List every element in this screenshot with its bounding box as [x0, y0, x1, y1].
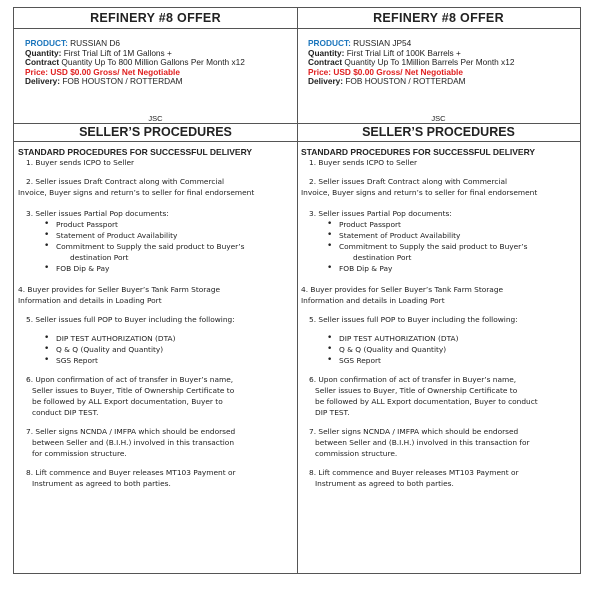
step-6: 6. Upon confirmation of act of transfer in Buyer’s name, [309, 375, 517, 384]
list-item: • FOB Dip & Pay [327, 263, 576, 274]
quantity-key: Quantity: [308, 47, 345, 58]
step-5-list [18, 333, 293, 366]
step-7-cont: between Seller and (B.I.H.) involved in this transaction for [315, 438, 530, 447]
list-item-cont: destination Port [70, 253, 129, 262]
offer-column-left [14, 8, 298, 573]
step-8: 8. Lift commence and Buyer releases MT103 Payment or [26, 468, 236, 477]
step-7: 7. Seller signs NCNDA / IMFPA which should be endorsed [26, 427, 236, 436]
product-value: RUSSIAN D6 [67, 38, 120, 48]
step-7: 7. Seller signs NCNDA / IMFPA which should be endorsed [309, 427, 519, 436]
list-item: • Commitment to Supply the said product to Buyer’s [44, 241, 293, 252]
product-key: PRODUCT: [308, 38, 351, 48]
step-6-cont: be followed by ALL Export documentation, Buyer to conduct [315, 397, 538, 406]
step-2: 2. Seller issues Draft Contract along with Commercial [26, 177, 225, 186]
list-item: • Q & Q (Quality and Quantity) [327, 344, 576, 355]
offer-details [14, 29, 297, 123]
list-item: • SGS Report [44, 355, 293, 366]
delivery-key: Delivery: [308, 76, 344, 87]
list-item: • DIP TEST AUTHORIZATION (DTA) [327, 333, 576, 344]
step-4-cont: Information and details in Loading Port [18, 296, 162, 305]
list-item: • Statement of Product Availability [44, 230, 293, 241]
delivery-value: FOB HOUSTON / ROTTERDAM [343, 76, 466, 87]
price-key: Price: [308, 66, 332, 77]
step-7-cont: for commission structure. [32, 449, 127, 458]
quantity-key: Quantity: [25, 47, 62, 58]
step-4-cont: Information and details in Loading Port [301, 296, 445, 305]
delivery-value: FOB HOUSTON / ROTTERDAM [60, 76, 183, 87]
step-6-cont: conduct DIP TEST. [32, 408, 99, 417]
quantity-value: First Trial Lift of 1M Gallons + [61, 47, 172, 58]
offer-sheet [13, 7, 581, 574]
price-value: USD $0.00 Gross/ Net Negotiable [48, 66, 180, 77]
list-item-cont: destination Port [353, 253, 412, 262]
step-8-cont: Instrument as agreed to both parties. [32, 479, 171, 488]
price-value: USD $0.00 Gross/ Net Negotiable [331, 66, 463, 77]
step-6-cont: DIP TEST. [315, 408, 350, 417]
standard-procedures-heading: STANDARD PROCEDURES FOR SUCCESSFUL DELIVERY [18, 147, 253, 157]
offer-title: REFINERY #8 OFFER [14, 8, 297, 29]
product-key: PRODUCT: [25, 38, 68, 48]
contract-value: Quantity Up To 800 Million Gallons Per Month x12 [59, 57, 245, 68]
contract-key: Contract [25, 57, 60, 68]
list-item: • Product Passport [327, 219, 576, 230]
procedures-title: SELLER’S PROCEDURES [14, 123, 297, 142]
step-8-cont: Instrument as agreed to both parties. [315, 479, 454, 488]
jsc-label: JSC [148, 114, 163, 123]
step-2-cont: Invoice, Buyer signs and return’s to seller for final endorsement [301, 188, 538, 197]
offer-details [297, 29, 580, 123]
jsc-label: JSC [431, 114, 446, 123]
step-5-list [301, 333, 576, 366]
list-item: • Q & Q (Quality and Quantity) [44, 344, 293, 355]
list-item: • SGS Report [327, 355, 576, 366]
step-6-cont: Seller issues to Buyer, Title of Ownership Certificate to [32, 386, 235, 395]
delivery-line [25, 77, 297, 87]
price-key: Price: [25, 66, 49, 77]
step-6-cont: Seller issues to Buyer, Title of Ownership Certificate to [315, 386, 518, 395]
product-value: RUSSIAN JP54 [350, 38, 412, 48]
standard-procedures-heading: STANDARD PROCEDURES FOR SUCCESSFUL DELIVERY [301, 147, 536, 157]
step-7-cont: between Seller and (B.I.H.) involved in this transaction [32, 438, 235, 447]
step-3-list [18, 219, 293, 274]
list-item: • DIP TEST AUTHORIZATION (DTA) [44, 333, 293, 344]
step-3: 3. Seller issues Partial Pop documents: [26, 209, 169, 218]
contract-key: Contract [308, 57, 343, 68]
procedures-title: SELLER’S PROCEDURES [297, 123, 580, 142]
delivery-line [308, 77, 580, 87]
offer-title: REFINERY #8 OFFER [297, 8, 580, 29]
step-5: 5. Seller issues full POP to Buyer including the following: [309, 315, 518, 324]
step-3-list [301, 219, 576, 274]
step-2-cont: Invoice, Buyer signs and return’s to seller for final endorsement [18, 188, 255, 197]
quantity-value: First Trial Lift of 100K Barrels + [344, 47, 461, 58]
step-1: 1. Buyer sends ICPO to Seller [26, 158, 135, 167]
contract-value: Quantity Up To 1Million Barrels Per Month x12 [342, 57, 515, 68]
step-2: 2. Seller issues Draft Contract along with Commercial [309, 177, 508, 186]
procedures-body [297, 147, 580, 489]
list-item: • FOB Dip & Pay [44, 263, 293, 274]
step-3: 3. Seller issues Partial Pop documents: [309, 209, 452, 218]
step-5: 5. Seller issues full POP to Buyer including the following: [26, 315, 235, 324]
step-8: 8. Lift commence and Buyer releases MT103 Payment or [309, 468, 519, 477]
step-7-cont: commission structure. [315, 449, 398, 458]
delivery-key: Delivery: [25, 76, 61, 87]
offer-column-right [297, 8, 580, 573]
step-4: 4. Buyer provides for Seller Buyer’s Tank Farm Storage [301, 285, 504, 294]
step-6-cont: be followed by ALL Export documentation, Buyer to [32, 397, 223, 406]
step-1: 1. Buyer sends ICPO to Seller [309, 158, 418, 167]
list-item: • Statement of Product Availability [327, 230, 576, 241]
step-6: 6. Upon confirmation of act of transfer in Buyer’s name, [26, 375, 234, 384]
step-4: 4. Buyer provides for Seller Buyer’s Tank Farm Storage [18, 285, 221, 294]
procedures-body [14, 147, 297, 489]
list-item: • Commitment to Supply the said product to Buyer’s [327, 241, 576, 252]
list-item: • Product Passport [44, 219, 293, 230]
